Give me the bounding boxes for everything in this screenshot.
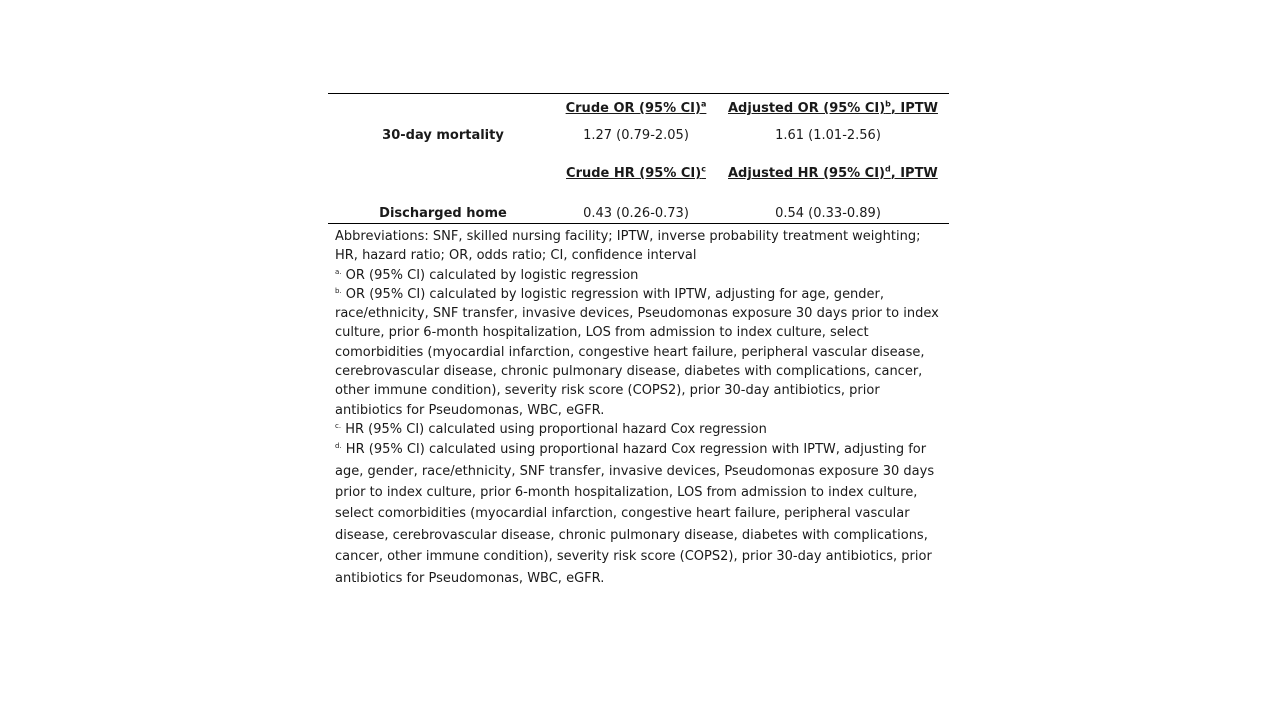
discharged-adjusted-value: 0.54 (0.33-0.89): [775, 206, 881, 221]
footnote-a: [335, 266, 947, 285]
header-crude-or-label: Crude OR (95% CI): [565, 101, 701, 116]
footnote-a-text: OR (95% CI) calculated by logistic regression: [341, 267, 639, 283]
table-footnotes: [335, 227, 947, 589]
header-crude-or-sup: a: [700, 99, 707, 109]
header-adjusted-or-sup: b: [885, 99, 891, 109]
table-top-rule: [328, 93, 949, 94]
footnote-b-text: OR (95% CI) calculated by logistic regression with IPTW, adjusting for age, gender, race/ethnicity, SNF transfer, invasive devices, Pseudomonas exposure 30 days prior to index culture, prior 6-month hospitalization, LOS from admission to index culture, select comorbidities (myocardial infarction, congestive heart failure, peripheral vascular disease, cerebrovascular disease, chronic pulmonary disease, diabetes with complications, cancer, other immune condition), severity risk score (COPS2), prior 30-day antibiotics, prior antibiotics for Pseudomonas, WBC, eGFR.: [335, 286, 939, 418]
footnote-b-mark: b.: [335, 286, 342, 295]
footnote-c-text: HR (95% CI) calculated using proportional hazard Cox regression: [341, 421, 767, 437]
header-crude-hr: [536, 166, 736, 182]
footnote-a-mark: a.: [335, 267, 342, 276]
footnote-c: [335, 420, 947, 439]
footnote-abbreviations: Abbreviations: SNF, skilled nursing facility; IPTW, inverse probability treatment weighting; HR, hazard ratio; OR, odds ratio; CI, confidence interval: [335, 229, 921, 264]
footnote-d: [335, 439, 947, 589]
header-crude-hr-sup: c: [701, 164, 706, 174]
footnote-c-mark: c.: [335, 421, 342, 430]
discharged-crude-value: 0.43 (0.26-0.73): [583, 206, 689, 221]
header-adjusted-or-label: Adjusted OR (95% CI): [728, 101, 886, 116]
footnote-d-mark: d.: [335, 442, 342, 451]
footnote-d-text: HR (95% CI) calculated using proportional hazard Cox regression with IPTW, adjusting for age, gender, race/ethnicity, SNF transfer, invasive devices, Pseudomonas exposure 30 days prior to index culture, prior 6-month hospitalization, LOS from admission to index culture, select comorbidities (myocardial infarction, congestive heart failure, peripheral vascular disease, cerebrovascular disease, chronic pulmonary disease, diabetes with complications, cancer, other immune condition), severity risk score (COPS2), prior 30-day antibiotics, prior antibiotics for Pseudomonas, WBC, eGFR.: [335, 442, 935, 586]
header-adjusted-hr-label: Adjusted HR (95% CI): [728, 166, 885, 181]
header-crude-hr-label: Crude HR (95% CI): [566, 166, 702, 181]
header-adjusted-hr: [728, 164, 938, 182]
header-adjusted-hr-sup: d: [885, 164, 891, 174]
header-adjusted-or-suffix: , IPTW: [890, 101, 938, 116]
mortality-adjusted-value: 1.61 (1.01-2.56): [775, 128, 881, 143]
row-label-discharged: Discharged home: [379, 206, 507, 221]
row-label-mortality: 30-day mortality: [382, 128, 504, 143]
header-adjusted-hr-suffix: , IPTW: [890, 166, 938, 181]
footnote-b: [335, 285, 947, 420]
header-adjusted-or: [728, 99, 938, 117]
header-crude-or: [536, 101, 736, 117]
table-bottom-rule: [328, 223, 949, 224]
mortality-crude-value: 1.27 (0.79-2.05): [583, 128, 689, 143]
